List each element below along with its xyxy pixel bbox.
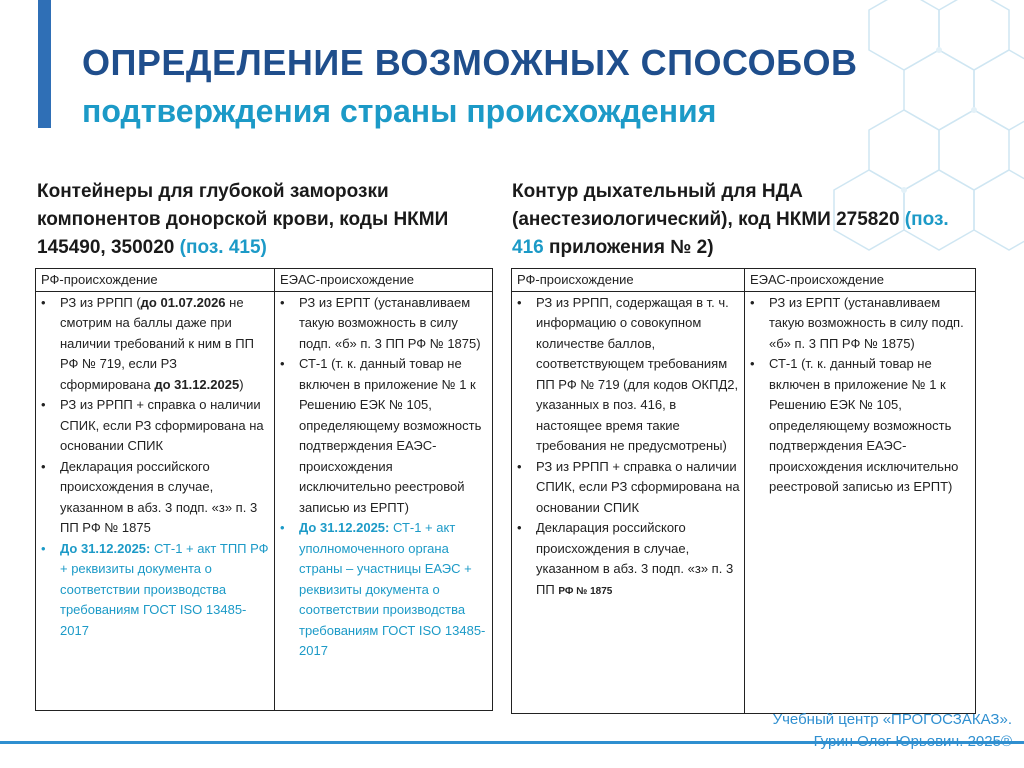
item-text: РЗ из РРПП + справка о наличии СПИК, если РЗ сформирована на основании СПИК xyxy=(60,397,264,453)
item-text: РЗ из РРПП, содержащая в т. ч. информацию о совокупном количестве баллов, соответствующем требованиям ПП РФ № 719 (для кодов ОКПД2, указанных в поз. 416, в настоящее время такие требования не предусмотрены) xyxy=(536,294,739,453)
list-item xyxy=(299,518,488,662)
left-col2-header: ЕЭАС-происхождение xyxy=(275,269,493,292)
right-heading-ref: (поз. 416 xyxy=(512,209,949,258)
list-item xyxy=(60,457,270,539)
list-item xyxy=(299,293,488,355)
item-text: Декларация российского происхождения в случае, указанном в абз. 3 подп. «з» п. 3 ПП РФ № 1875 xyxy=(60,458,258,535)
footer-credit xyxy=(773,709,1012,753)
list-item xyxy=(60,539,270,642)
list-item xyxy=(536,293,740,457)
item-text: РЗ из РРПП ( xyxy=(60,294,141,310)
item-bold: до 01.07.2026 xyxy=(140,294,226,310)
left-product-heading xyxy=(37,178,477,262)
left-heading-ref: (поз. 415) xyxy=(179,237,267,258)
right-col1-header: РФ-происхождение xyxy=(512,269,745,292)
left-origin-table xyxy=(35,268,493,711)
item-text: СТ-1 + акт уполномоченного органа страны – участницы ЕАЭС + реквизиты документа о соответствии производства требованиям ГОСТ ISO 13485-2017 xyxy=(299,520,486,658)
right-col2-cell xyxy=(745,291,976,713)
item-text: СТ-1 (т. к. данный товар не включен в приложение № 1 к Решению ЕЭК № 105, определяющему возможность подтверждения ЕАЭС-происхождения исключительно реестровой записью из ЕРПТ) xyxy=(769,356,959,494)
left-col2-cell xyxy=(275,291,493,710)
left-col1-list xyxy=(36,292,274,644)
list-item xyxy=(536,457,740,519)
page-subtitle: подтверждения страны происхождения xyxy=(82,93,717,129)
list-item xyxy=(60,395,270,457)
left-col1-cell xyxy=(36,291,275,710)
footer-line1: Учебный центр «ПРОГОСЗАКАЗ». xyxy=(772,711,1012,728)
item-text: СТ-1 (т. к. данный товар не включен в приложение № 1 к Решению ЕЭК № 105, определяющему возможность подтверждения ЕАЭС-происхождения исключительно реестровой записью из ЕРПТ) xyxy=(299,356,482,515)
left-col1-header: РФ-происхождение xyxy=(36,269,275,292)
item-text: не смотрим на баллы даже при наличии требований к ним в ПП РФ № 719, если РЗ сформирована xyxy=(60,294,254,392)
item-text: РЗ из РРПП + справка о наличии СПИК, если РЗ сформирована на основании СПИК xyxy=(536,458,740,515)
list-item xyxy=(769,354,971,498)
right-heading-tail: приложения № 2) xyxy=(543,237,714,258)
item-bold: До 31.12.2025: xyxy=(60,540,151,556)
list-item xyxy=(536,518,740,602)
left-col2-list xyxy=(275,292,492,664)
right-col2-list xyxy=(745,292,975,500)
item-bold: до 31.12.2025 xyxy=(154,376,240,392)
right-origin-table xyxy=(511,268,976,714)
item-text: ) xyxy=(239,376,244,392)
footer-divider xyxy=(0,741,1024,744)
page-title: ОПРЕДЕЛЕНИЕ ВОЗМОЖНЫХ СПОСОБОВ xyxy=(82,42,858,83)
list-item xyxy=(60,293,270,396)
item-text: РЗ из ЕРПТ (устанавливаем такую возможность в силу подп. «б» п. 3 ПП РФ № 1875) xyxy=(769,294,964,351)
item-small: РФ № 1875 xyxy=(558,585,613,597)
item-text: СТ-1 + акт ТПП РФ + реквизиты документа о соответствии производства требованиям ГОСТ ISO 13485-2017 xyxy=(60,540,269,638)
right-product-heading xyxy=(512,178,982,262)
item-text: Декларация российского происхождения в случае, указанном в абз. 3 подп. «з» п. 3 ПП xyxy=(536,520,734,597)
list-item xyxy=(299,354,488,518)
right-col2-header: ЕЭАС-происхождение xyxy=(745,269,976,292)
right-heading-text: Контур дыхательный для НДА (анестезиологический), код НКМИ 275820 xyxy=(512,181,900,230)
left-heading-text: Контейнеры для глубокой заморозки компонентов донорской крови, коды НКМИ 145490, 350020 xyxy=(37,181,449,258)
list-item xyxy=(769,293,971,355)
right-col1-cell xyxy=(512,291,745,713)
item-bold: До 31.12.2025: xyxy=(299,520,390,535)
title-accent-bar xyxy=(38,0,51,128)
right-col1-list xyxy=(512,292,744,605)
item-text: РЗ из ЕРПТ (устанавливаем такую возможность в силу подп. «б» п. 3 ПП РФ № 1875) xyxy=(299,294,481,351)
